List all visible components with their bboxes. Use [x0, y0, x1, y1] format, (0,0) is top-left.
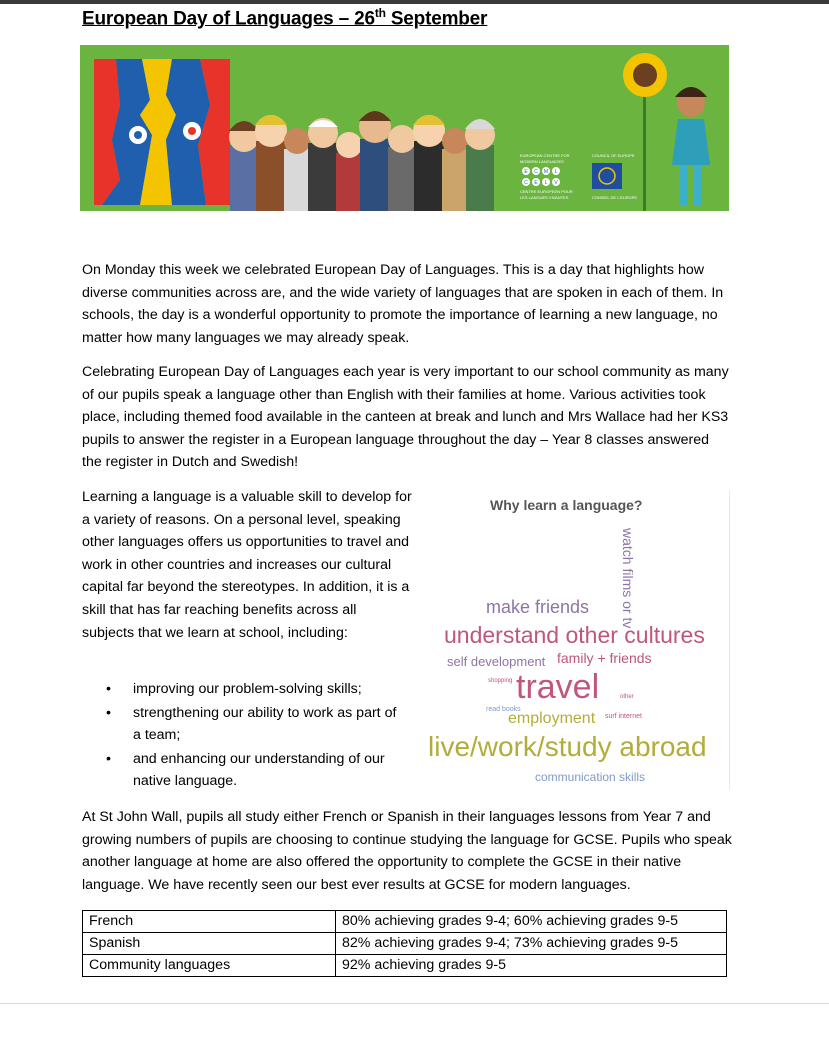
svg-text:E: E [534, 180, 538, 186]
word-watch-films: watch films or tv [620, 528, 636, 629]
svg-text:C: C [534, 169, 538, 175]
table-row [83, 911, 727, 933]
top-border [0, 0, 829, 4]
word-travel: travel [516, 668, 600, 706]
council-of-europe-logo [592, 153, 637, 200]
svg-text:L: L [544, 180, 548, 186]
word-cloud [420, 488, 732, 790]
benefits-list [82, 678, 402, 794]
bullet-icon: • [106, 704, 111, 721]
celebration-paragraph: Celebrating European Day of Languages each year is very important to our school community as many of our pupils speak a language other than English with their families at home. Various activities took place, including themed food available in the canteen at break and lunch and Mrs Wallace had her KS3 pupils to answer the register in a European language throughout the day – Year 8 classes answered the register in Dutch and Swedish! [82, 364, 729, 471]
language-cell: Spanish [83, 933, 336, 955]
svg-text:COUNCIL OF EUROPE: COUNCIL OF EUROPE [592, 153, 635, 158]
list-item: • strengthening our ability to work as part of a team; [82, 702, 402, 747]
result-cell: 80% achieving grades 9-4; 60% achieving grades 9-5 [336, 911, 727, 933]
svg-text:E: E [524, 169, 528, 175]
banner-illustration [80, 45, 729, 211]
word-shopping: shopping [488, 678, 513, 684]
ecml-logo [520, 153, 573, 200]
learning-paragraph: Learning a language is a valuable skill to develop for a variety of reasons. On a personal level, speaking other languages offers us opportunities to travel and work in other countries and increases our cultural capital far beyond the stereotypes. In addition, it is a skill that has far reaching benefits across all subjects that we learn at school, including: [82, 489, 412, 641]
word-communication: communication skills [535, 770, 646, 784]
svg-text:V: V [554, 180, 558, 186]
table-row [83, 933, 727, 955]
language-cell: Community languages [83, 955, 336, 977]
word-family-friends: family + friends [557, 650, 652, 666]
girl-illustration [672, 87, 710, 205]
svg-text:MODERN LANGUAGES: MODERN LANGUAGES [520, 159, 564, 164]
svg-text:C: C [524, 180, 528, 186]
svg-text:CENTRE EUROPEEN POUR: CENTRE EUROPEEN POUR [520, 189, 573, 194]
results-table [82, 910, 727, 977]
word-read-books: read books [486, 706, 521, 713]
word-surf-internet: surf internet [605, 713, 642, 720]
word-live-work-study: live/work/study abroad [428, 731, 707, 762]
bullet-icon: • [106, 681, 111, 697]
word-employment: employment [508, 710, 596, 727]
bullet-icon: • [106, 750, 111, 767]
edl-banner [80, 45, 729, 211]
word-other: other [620, 694, 634, 700]
crowd-illustration [229, 111, 495, 211]
language-cell: French [83, 911, 336, 933]
page-bottom-divider [0, 1003, 829, 1004]
edl-faces-logo [94, 59, 230, 205]
result-cell: 92% achieving grades 9-5 [336, 955, 727, 977]
svg-text:LES LANGUES VIVANTES: LES LANGUES VIVANTES [520, 195, 569, 200]
word-self-development: self development [447, 654, 546, 669]
result-cell: 82% achieving grades 9-4; 73% achieving grades 9-5 [336, 933, 727, 955]
svg-text:EUROPEAN CENTRE FOR: EUROPEAN CENTRE FOR [520, 153, 570, 158]
list-item: • and enhancing our understanding of our native language. [82, 748, 402, 793]
sunflower-illustration [623, 53, 667, 211]
svg-text:L: L [554, 169, 558, 175]
svg-text:CONSEIL DE L'EUROPE: CONSEIL DE L'EUROPE [592, 195, 638, 200]
word-make-friends: make friends [486, 597, 590, 617]
list-item: • improving our problem-solving skills; [82, 678, 402, 701]
svg-text:M: M [543, 169, 549, 175]
word-understand-cultures: understand other cultures [444, 622, 705, 648]
page-title: European Day of Languages – 26th September [82, 6, 488, 30]
table-row [83, 955, 727, 977]
results-paragraph: At St John Wall, pupils all study either French or Spanish in their languages lessons from Year 7 and growing numbers of pupils are choosing to continue studying the language for GCSE. Pupils who speak another language at home are also offered the opportunity to complete the GCSE in their native language. We have recently seen our best ever results at GCSE for modern languages. [82, 809, 732, 893]
wordcloud-title: Why learn a language? [490, 497, 643, 513]
intro-paragraph: On Monday this week we celebrated European Day of Languages. This is a day that highlights how diverse communities across are, and the wide variety of languages that are spoken in each of them. In schools, the day is a wonderful opportunity to promote the importance of learning a new language, no matter how many languages we may already speak. [82, 262, 724, 346]
